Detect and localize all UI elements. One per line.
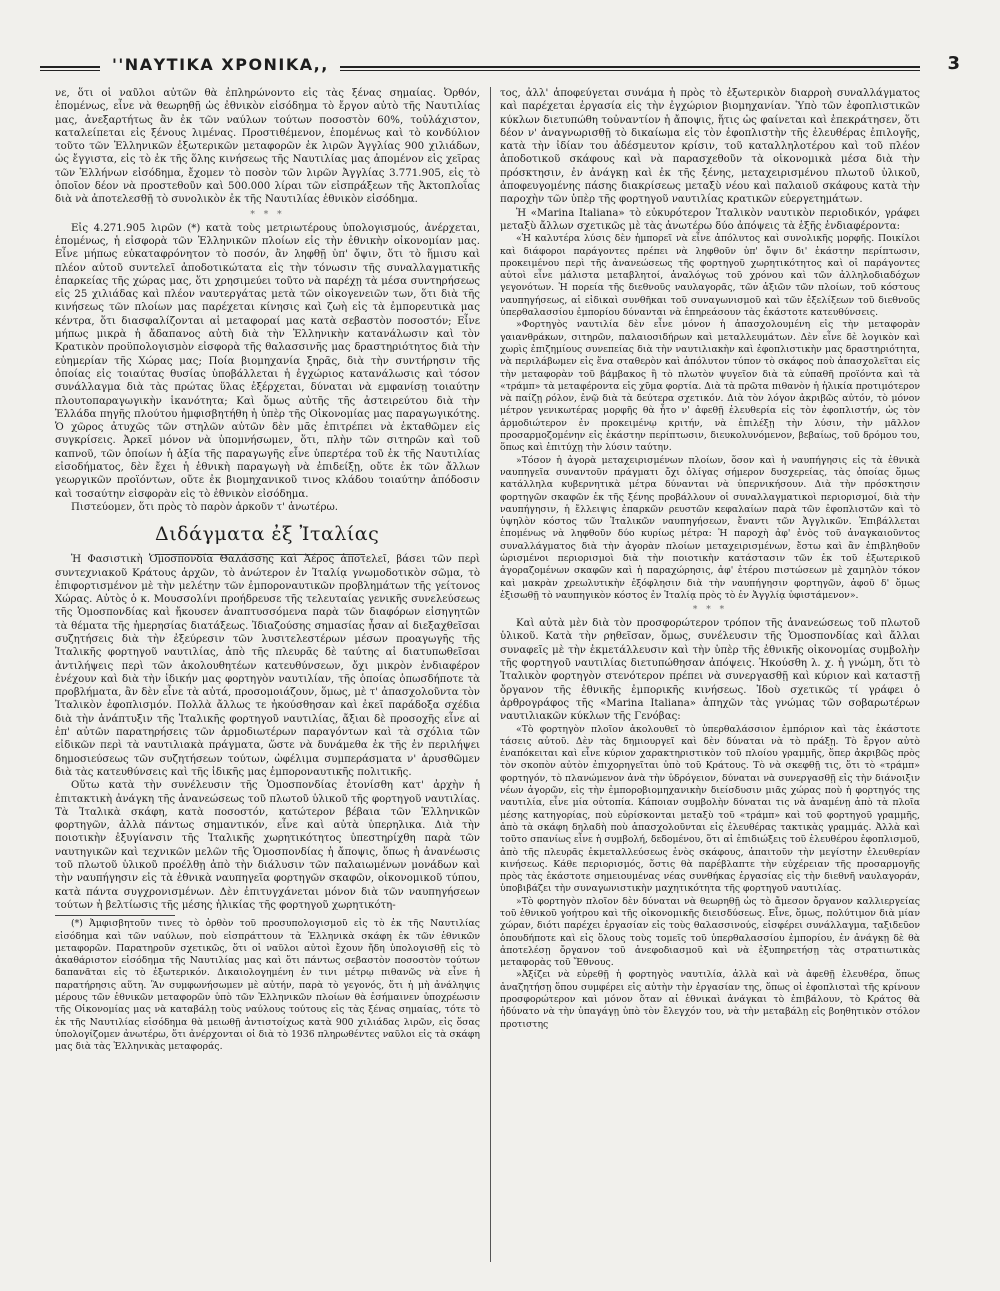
header-rule-left: [40, 66, 100, 71]
footnote: (*) Ἀμφισβητοῦν τινες τὸ ὀρθὸν τοῦ προσυπολογισμοῦ εἰς τὸ ἐκ τῆς Ναυτιλίας εἰσόδημα καὶ τῶν ναύλων, ποὺ εἰσπράττουν τὰ Ἑλληνικὰ σκάφη ἐκ τῶν ἐθνικῶν μεταφορῶν. Παρατηροῦν σχετικῶς, ὅτι οἱ ναῦλοι αὐτοὶ ἔχουν ἤδη ὑπολογισθῇ εἰς τὸ ἀκαθάριστον εἰσόδημα τῆς Ναυτιλίας μας καὶ ὅτι πάντως σεβαστὸν ποσοστὸν τούτων δαπανᾶται εἰς τὸ ἐξωτερικόν. Δικαιολογημένη ἐν τινι μέτρῳ πιθανῶς νὰ εἶνε ἡ παρατήρησις αὕτη. Ἂν συμφωνήσωμεν μὲ αὐτήν, παρὰ τὸ γεγονός, ὅτι ἡ μὴ ἀνάληψις μέρους τῶν ἐθνικῶν μεταφορῶν ὑπὸ τῶν Ἑλληνικῶν πλοίων θὰ ἐσήμαινεν ὑποχρέωσιν τῆς Οἰκονομίας μας νὰ καταβάλῃ τοὺς ναύλους τούτους εἰς τὰς ξένας σημαίας, τότε τὸ ἐκ τῆς Ναυτιλίας εἰσόδημα θὰ μειωθῇ ἀντιστοίχως κατὰ 900 χιλιάδας λιρῶν, εἰς ὅσας ὑπολογίζομεν ἀνωτέρω, ὅτι ἀνέρχονται οἱ διὰ τὸ 1936 πληρωθέντες ναῦλοι εἰς τὰ σκάφη μας διὰ τὰς Ἑλληνικὰς μεταφοράς.: [55, 918, 480, 1053]
magazine-title: ''ΝΑΥΤΙΚΑ ΧΡΟΝΙΚΑ,,: [112, 55, 329, 74]
paragraph: Καὶ αὐτὰ μὲν διὰ τὸν προσφορώτερον τρόπον τῆς ἀνανεώσεως τοῦ πλωτοῦ ὑλικοῦ. Κατὰ τὴν ρηθεῖσαν, ὅμως, συνέλευσιν τῆς Ὁμοσπονδίας καὶ ἄλλαι συναφεῖς μὲ τὴν ἐκμετάλλευσιν καὶ τὴν ὑπὲρ τῆς ἐθνικῆς οἰκονομίας συμβολὴν τῆς φορτηγοῦ ναυτιλίας διετυπώθησαν ἀπόψεις. Ἠκούσθη λ. χ. ἡ γνώμη, ὅτι τὸ Ἰταλικὸν φορτηγὸν στενότερον πρέπει νὰ συνεργασθῇ καὶ κύριον καὶ καταστῇ ὄργανον τῆς ἐθνικῆς ἐμπορικῆς κινήσεως. Ἰδοὺ σχετικῶς τί γράφει ὁ ἀρθρογράφος τῆς «Marina Italiana» ἀπηχῶν τὰς γνώμας τῶν σοβαρωτέρων ναυτιλιακῶν κύκλων τῆς Γενόβας:: [500, 618, 920, 723]
quotation: »Ἀξίζει νὰ εὑρεθῇ ἡ φορτηγὸς ναυτιλία, ἀλλὰ καὶ νὰ ἀφεθῇ ἐλευθέρα, ὅπως ἀναζητήσῃ ὅπου συμφέρει εἰς αὐτὴν τὴν ἐργασίαν της, ὅπως οἱ ἐφοπλισταὶ τῆς κρίνουν προσφορώτερον καὶ μόνον ὅταν αἱ ἐθνικαὶ ἀνάγκαι τὸ ἐπιβάλουν, τὸ Κράτος θὰ ἠδύνατο νὰ τὴν ὑπαγάγῃ ὑπὸ τὸν ἔλεγχόν του, νὰ τὴν μεταβάλῃ εἰς βοηθητικὸν στόλον προτιστης: [500, 969, 920, 1030]
paragraph: Πιστεύομεν, ὅτι πρὸς τὸ παρὸν ἀρκοῦν τ' ἀνωτέρω.: [71, 501, 339, 513]
quotation: »Τὸ φορτηγὸν πλοῖον δὲν δύναται νὰ θεωρηθῇ ὡς τὸ ἄμεσον ὄργανον καλλιεργείας τοῦ ἐθνικοῦ γοήτρου καὶ τῆς οἰκονομικῆς διεισδύσεως. Εἶνε, ὅμως, πολύτιμον διὰ μίαν χώραν, διότι παρέχει ἐργασίαν εἰς τοὺς θαλασσινούς, εἰσφέρει συνάλλαγμα, ταξιδεῦον ὁπουδήποτε καὶ εἰς ὅλους τοὺς τομεῖς τοῦ ὑπερθαλασσίου ἐμπορίου, ἐν ἀνάγκῃ δὲ θὰ ἀποτελέσῃ ὄργανον τοῦ ἀνεφοδιασμοῦ καὶ νὰ ἐξυπηρετήσῃ τὰς στρατιωτικὰς μεταφορὰς τοῦ Ἔθνους.: [500, 895, 920, 969]
right-column: [500, 87, 920, 1031]
page-number: 3: [947, 53, 960, 74]
paragraph: νε, ὅτι οἱ ναῦλοι αὐτῶν θὰ ἐπληρώνοντο εἰς τὰς ξένας σημαίας. Ὀρθόν, ἑπομένως, εἶνε νὰ θεωρηθῇ ὡς ἐθνικὸν εἰσόδημα τὸ ἔργον αὐτὸ τῆς Ναυτιλίας μας, ἀνεξαρτήτως ἂν ἐκ τῶν ναύλων τούτων ποσοστὸν 60%, τοὐλάχιστον, καταλείπεται εἰς ξένους λιμένας. Προστιθέμενον, ἑπομένως καὶ τὸ κονδύλιον τοῦτο τῶν Ἑλληνικῶν ἐξωτερικῶν μεταφορῶν ἐκ λιρῶν Ἀγγλίας 900 χιλιάδων, ὡς ἔγγιστα, εἰς τὸ ἐκ τῆς ὅλης κινήσεως τῆς Ναυτιλίας μας ἀπομένον εἰς χεῖρας τῶν Ἑλλήνων εἰσόδημα, ἔχομεν τὸ ποσὸν τῶν λιρῶν Ἀγγλίας 3.771.905, εἰς τὸ ὁποῖον δέον νὰ προστεθοῦν καὶ 500.000 λίραι τῶν εἰσπράξεων τῆς Ἀκτοπλοΐας διὰ νὰ ἀποτελεσθῇ τὸ συνολικὸν ἐκ τῆς Ναυτιλίας ἐθνικὸν εἰσόδημα.: [55, 88, 480, 206]
quotation: »Τόσον ἡ ἀγορὰ μεταχειρισμένων πλοίων, ὅσον καὶ ἡ ναυπήγησις εἰς τὰ ἐθνικὰ ναυπηγεῖα συναντοῦν πράγματι ὄχι ὀλίγας σήμερον δυσχερείας, τὰς ὁποίας ὅμως κατάλληλα κυβερνητικὰ μέτρα δύνανται νὰ ὑπερνικήσουν. Διὰ τὴν πρόσκτησιν φορτηγῶν σκαφῶν ἐκ τῆς ξένης προβάλλουν οἱ συναλλαγματικοὶ περιορισμοί, διὰ τὴν ναυπήγησιν, ἡ ἔλλειψις ἐπαρκῶν ρευστῶν κεφαλαίων παρὰ τῶν ἐφοπλιστῶν καὶ τὸ ὑψηλὸν κόστος τῶν Ἰταλικῶν ναυπηγήσεων, ἔναντι τῶν Ἀγγλικῶν. Ἐπιβάλλεται ἑπομένως νὰ ληφθοῦν δύο κυρίως μέτρα: Ἡ παροχὴ ἀφ' ἑνὸς τοῦ ἀναγκαιοῦντος συναλλάγματος διὰ τὴν ἀγορὰν πλοίων μεταχειρισμένων, ἔστω καὶ ἂν ἐπιβληθοῦν ὡρισμένοι περιορισμοὶ διὰ τὴν ποιοτικὴν κατάστασιν τῶν ἐκ τοῦ ἐξωτερικοῦ ἀγοραζομένων σκαφῶν καὶ ἡ παραχώρησις, ἀφ' ἑτέρου πιστώσεων μὲ χαμηλὸν τόκον καὶ μακρὰν χρεωλυτικὴν ἐξόφλησιν διὰ τὴν ναυπήγησιν φορτηγῶν, ἀφοῦ δ' ὅμως ἐξισωθῇ τὸ ναυπηγικὸν κόστος ἐν Ἰταλίᾳ πρὸς τὸ ἐν Ἀγγλίᾳ ὑφιστάμενον».: [500, 454, 920, 601]
section-heading: Διδάγματα ἐξ Ἰταλίας: [155, 523, 380, 546]
heading-underline: [155, 554, 365, 555]
section-separator: * * *: [250, 209, 285, 220]
paragraph: τος, ἀλλ' ἀποφεύγεται συνάμα ἡ πρὸς τὸ ἐξωτερικὸν διαρροὴ συναλλάγματος καὶ παρέχεται ἐργασία εἰς τὴν ἐγχώριον βιομηχανίαν. Ὑπὸ τῶν ἐφοπλιστικῶν κύκλων διετυπώθη τοὐναντίον ἡ ἄποψις, ἥτις ὡς φαίνεται καὶ ἐπεκράτησεν, ὅτι δέον ν' ἀναγνωρισθῇ τὸ δικαίωμα εἰς τὸν ἐφοπλιστὴν τῆς ἐλευθέρας ἐπιλογῆς, κατὰ τὴν ἰδίαν του ἀδέσμευτον κρίσιν, τοῦ καταλληλοτέρου καὶ τοῦ πλέον ἀποδοτικοῦ σκάφους καὶ νὰ παρασχεθοῦν τὰ οἰκονομικὰ μέσα διὰ τὴν πρόσκτησιν, ἐν ἀνάγκῃ καὶ ἐκ τῆς ξένης, μεταχειρισμένου πλωτοῦ ὑλικοῦ, ἀποφευγομένης πάσης διακρίσεως μεταξὺ νέου καὶ παλαιοῦ σκάφους κατὰ τὴν παροχὴν τῶν ὑπὲρ τῆς φορτηγοῦ ναυτιλίας κρατικῶν εὐεργετημάτων.: [500, 88, 920, 206]
quotation: «Ἡ καλυτέρα λύσις δὲν ἠμπορεῖ νὰ εἶνε ἀπόλυτος καὶ συνολικῆς μορφῆς. Ποικίλοι καὶ διάφοροι παράγοντες πρέπει νὰ ληφθοῦν ὑπ' ὄψιν δι' ἑκάστην περίπτωσιν, προκειμένου περὶ τῆς ἀνανεώσεως τῆς φορτηγοῦ χωρητικότητος καὶ οἱ παράγοντες αὐτοὶ εἶνε μάλιστα μεταβλητοί, ἀναλόγως τοῦ χρόνου καὶ τῶν ἀλληλοδιαδόχων γεγονότων. Ἡ πορεία τῆς διεθνοῦς ναυλαγορᾶς, τῶν ἀξιῶν τῶν πλοίων, τοῦ κόστους ναυπηγήσεως, αἱ εἰδικαὶ συνθῆκαι τοῦ συναγωνισμοῦ καὶ τῶν ἐξελίξεων τοῦ διεθνοῦς ὑπερθαλασσίου ἐμπορίου δύνανται νὰ ἐπηρεάσουν τὰς ἑκάστοτε κατευθύνσεις.: [500, 233, 920, 319]
left-column: [55, 87, 480, 1053]
column-divider: [490, 87, 491, 1262]
quotation: «Τὸ φορτηγὸν πλοῖον ἀκολουθεῖ τὸ ὑπερθαλάσσιον ἐμπόριον καὶ τὰς ἑκάστοτε τάσεις αὐτοῦ. Δὲν τὰς δημιουργεῖ καὶ δὲν δύναται νὰ τὸ πράξῃ. Τὸ ἔργον αὐτὸ ἐναπόκειται καὶ εἶνε κύριον χαρακτηριστικὸν τοῦ πλοίου γραμμῆς, ὅπερ ἀκριβῶς πρὸς τὸν σκοπὸν αὐτὸν ἐπιχορηγεῖται ὑπὸ τοῦ Κράτους. Τὸ νὰ σκεφθῇ τις, ὅτι τὸ «τράμπ» φορτηγόν, τὸ πλανώμενον ἀνὰ τὴν ὑδρόγειον, δύναται νὰ συνεργασθῇ εἰς τὴν διάνοιξιν νέων ἀγορῶν, εἰς τὴν ἐμποροβιομηχανικὴν διείσδυσιν μιᾶς χώρας ποὺ ἡ φορτηγός της ναυτιλία, εἶνε μία οὐτοπία. Κάποιαν συμβολὴν δύναται τις νὰ ἀναμένῃ ἀπὸ τὰ πλοῖα μέσης κατηγορίας, ποὺ εὑρίσκονται μεταξὺ τοῦ «τράμπ» καὶ τοῦ φορτηγοῦ γραμμῆς, ἀπὸ τὰ σκάφη δηλαδὴ ποὺ ἀπασχολοῦνται εἰς ἐλευθέρας τακτικὰς γραμμάς. Ἀλλὰ καὶ τοῦτο σπανίως εἶνε ἡ συμβολή, δεδομένου, ὅτι αἱ ἐπιδιώξεις τοῦ ἐλευθέρου ἐφοπλισμοῦ, ἀπὸ τῆς πλευρᾶς ἐκμεταλλεύσεως ἑνὸς σκάφους, ἀπαιτοῦν τὴν μεγίστην ἐλευθερίαν κινήσεως. Κάθε περιορισμός, ὅστις θὰ παρέβλαπτε τὴν εὐχέρειαν τῆς προσαρμογῆς πρὸς τὰς ἑκάστοτε σημειουμένας νέας συνθήκας ἐργασίας εἰς τὴν διεθνῆ ναυλαγοράν, ὑποβιβάζει τὴν συναγωνιστικὴν μαχητικότητα τῆς φορτηγοῦ ναυτιλίας.: [500, 723, 920, 895]
paragraph: Εἰς 4.271.905 λιρῶν (*) κατὰ τοὺς μετριωτέρους ὑπολογισμούς, ἀνέρχεται, ἑπομένως, ἡ εἰσφορὰ τῶν Ἑλληνικῶν πλοίων εἰς τὴν ἐθνικὴν οἰκονομίαν μας. Εἶνε μήπως εὐκαταφρόνητον τὸ ποσόν, ἂν ληφθῇ ὑπ' ὄψιν, ὅτι τὸ ἥμισυ καὶ πλέον αὐτοῦ συντελεῖ ἀποδοτικώτατα εἰς τὴν τόνωσιν τῆς συναλλαγματικῆς ἐπαρκείας τῆς χώρας μας, ὅτι χρησιμεύει τοῦτο νὰ παρέχῃ τὰ μέσα συντηρήσεως εἰς 25 χιλιάδας καὶ πλέον ναυτεργάτας μετὰ τῶν οἰκογενειῶν των, ὅτι διὰ τῆς κινήσεως τῶν πλοίων μας παρέχεται κίνησις καὶ ζωὴ εἰς τὰ ἐμπορευτικὰ μας κέντρα, ὅτι διασφαλίζονται αἱ μεταφοραί μας κατὰ σεβαστὸν ποσοστόν; Εἶνε μήπως μικρὰ ἡ ἄδαπανος αὐτὴ διὰ τὴν Ἑλληνικὴν κατανάλωσιν καὶ τὸν Κρατικὸν προϋπολογισμὸν εἰσφορὰ τῆς θαλασσινῆς μας δραστηριότητος διὰ τὴν εὐημερίαν τῆς Χώρας μας; Ποία βιομηχανία ξηρᾶς, διὰ τὴν συντήρησιν τῆς ὁποίας εἰς τοιαύτας θυσίας ὑποβάλλεται ἡ ἐγχώριος κατανάλωσις καὶ τόσον συνάλλαγμα διὰ τὰς πρώτας ὕλας ἐξέρχεται, δύναται νὰ εμφανίσῃ τοιαύτην πλουτοπαραγωγικὴν ἱκανότητα; Καὶ ὅμως αὐτῆς τῆς ἀστειρεύτου διὰ τὴν Ἑλλάδα πηγῆς πλούτου ἠμφισβητήθη ἡ ὑπὲρ τῆς Οἰκονομίας μας παραγωγικότης. Ὁ χῶρος ἀτυχῶς τῶν στηλῶν αὐτῶν δὲν μᾶς ἐπιτρέπει νὰ ἐκταθῶμεν εἰς συγκρίσεις. Ἀρκεῖ μόνον νὰ ὑπομνήσωμεν, ὅτι, πλὴν τῶν σιτηρῶν καὶ τοῦ καπνοῦ, τῶν ὁποίων ἡ ἀξία τῆς παραγωγῆς εἶνε ὑπερτέρα τοῦ ἐκ τῆς Ναυτιλίας εἰσοδήματος, δὲν ἔχει ἡ ἐθνικὴ παραγωγὴ νὰ ἐπιδείξῃ, οὔτε ἐκ τῶν ἄλλων γεωργικῶν προϊόντων, οὔτε ἐκ βιομηχανικοῦ τινος κλάδου τοιαύτην ἀπόδοσιν καὶ τοσαύτην εἰσφορὰν εἰς τὸ ἐθνικὸν εἰσόδημα.: [55, 222, 480, 500]
page-header: [40, 55, 960, 81]
footnote-rule: [55, 915, 175, 916]
header-rule-right: [340, 66, 920, 71]
quotation: »Φορτηγὸς ναυτιλία δὲν εἶνε μόνον ἡ ἀπασχολουμένη εἰς τὴν μεταφορὰν γαιανθράκων, σιτηρῶν, παλαιοσιδήρων καὶ μεταλλευμάτων. Δὲν εἶνε δὲ λογικὸν καὶ χωρὶς ἐπιζημίους συνεπείας διὰ τὴν ναυτιλιακὴν καὶ ἐφοπλιστικὴν μας δραστηριότητα, νὰ περιλάβωμεν εἰς ἕνα σταθερὸν καὶ ἀπόλυτον τύπον τὸ σκάφος ποὺ ἀπασχολεῖται εἰς τὴν μεταφορὰν τοῦ βάμβακος ἢ τὸ πλωτὸν ψυγεῖον διὰ τὰ εὐπαθῆ προϊόντα καὶ τὰ «τράμπ» τὰ μεταφέροντα εἰς χῦμα φορτία. Διὰ τὰ πρῶτα πιθανὸν ἡ ἡλικία προτιμότερον νὰ παίζῃ ρόλον, ἐνῷ διὰ τὰ δεύτερα σχετικόν. Διὰ τὸν λόγον ἀκριβῶς αὐτόν, τὸ μόνον μέτρον γενικωτέρας μορφῆς θὰ ἦτο ν' ἀφεθῇ ἐλευθερία εἰς τὸν ἐφοπλιστήν, ὡς τὸν ἁρμοδιώτερον ἐν προκειμένῳ κριτήν, νὰ ἐπιλέξῃ τὴν λύσιν, τὴν μᾶλλον προσαρμοζομένην εἰς ἑκάστην περίπτωσιν, διευκολυνόμενον, βεβαίως, τοῦ δρόμου του, ὅπως καὶ ἐπιτύχῃ τὴν λύσιν ταύτην.: [500, 319, 920, 454]
section-separator: * * *: [692, 605, 728, 616]
paragraph: Ἡ «Marina Italiana» τὸ εὐκυρότερον Ἰταλικὸν ναυτικὸν περιοδικόν, γράφει μεταξὺ ἄλλων σχετικῶς μὲ τὰς ἀνωτέρω δύο ἀπόψεις τὰ ἑξῆς ἐνδιαφέροντα:: [500, 207, 920, 232]
paragraph: Οὕτω κατὰ τὴν συνέλευσιν τῆς Ὁμοσπονδίας ἐτονίσθη κατ' ἀρχὴν ἡ ἐπιτακτικὴ ἀνάγκη τῆς ἀνανεώσεως τοῦ πλωτοῦ ὑλικοῦ τῆς φορτηγοῦ ναυτιλίας. Τὰ Ἰταλικὰ σκάφη, κατὰ ποσοστόν, κατώτερον βέβαια τῶν Ἑλληνικῶν φορτηγῶν, ἀλλὰ πάντως σημαντικόν, εἶνε καὶ αὐτὰ ὑπερηλικα. Διὰ τὴν ποιοτικὴν ἐξυγίανσιν τῆς Ἰταλικῆς χωρητικότητος ὑπεστηρίχθη παρὰ τῶν ναυτηγικῶν καὶ τεχνικῶν μελῶν τῆς Ὁμοσπονδίας ἡ ἄποψις, ὅπως ἡ ἀνανέωσις τοῦ πλωτοῦ ὑλικοῦ προέλθῃ ἀπὸ τὴν διάλυσιν τῶν παλαιωμένων μονάδων καὶ τὴν ναυπήγησιν εἰς τὰ ἐθνικὰ ναυπηγεῖα φορτηγῶν σκαφῶν, οἰκονομικοῦ τύπου, κατὰ πάντα συγχρονισμένων. Δὲν ἐπιτυγχάνεται μόνον διὰ τῶν ναυπηγήσεων τούτων ἡ βελτίωσις τῆς μέσης ἡλικίας τῆς φορτηγοῦ χωρητικότη-: [55, 780, 480, 911]
paragraph: Ἡ Φασιστικὴ Ὁμοσπονδία Θαλάσσης καὶ Ἀέρος ἀποτελεῖ, βάσει τῶν περὶ συντεχνιακοῦ Κράτους ἀρχῶν, τὸ ἀνώτερον ἐν Ἰταλίᾳ γνωμοδοτικὸν σῶμα, τὸ ἐπιφορτισμένον μὲ τὴν μελέτην τῶν ἐμποροναυτικῶν προβλημάτων τῆς γείτονος Χώρας. Αὐτὸς ὁ κ. Μουσσολίνι προήδρευσε τῆς τελευταίας γενικῆς συνελεύσεως τῆς Ὁμοσπονδίας καὶ ἤκουσεν ἀναπτυσσόμενα παρὰ τῶν διαφόρων εἰσηγητῶν τὰ θέματα τῆς ἡμερησίας διατάξεως. Ἰδιαζούσης σημασίας ἦσαν αἱ διεξαχθεῖσαι συζητήσεις διὰ τὴν ἐξεύρεσιν τῶν λυσιτελεστέρων μέσων προαγωγῆς τῆς Ἰταλικῆς φορτηγοῦ ναυτιλίας, ἀπὸ τῆς πλευρᾶς δὲ ταύτης αἱ διατυπωθεῖσαι ἀντιλήψεις περὶ τῶν ἀκολουθητέων κατευθύνσεων, ὄχι μικρὸν ἐνδιαφέρον ἐνέχουν καὶ διὰ τὴν ἰδικήν μας φορτηγὸν ναυτιλίαν, τῆς ὁποίας ὁπωσδήποτε τὰ προβλήματα, ἂν δὲν εἶνε τὰ αὐτά, προσομοιάζουν, ὅμως, μὲ τ' ἀπασχολοῦντα τὸν Ἰταλικὸν ἐφοπλισμόν. Πολλὰ ἄλλως τε ἠκούσθησαν καὶ ἐκεῖ παράδοξα σχέδια διὰ τὴν ἀνάπτυξιν τῆς Ἰταλικῆς φορτηγοῦ ναυτιλίας, ἄξιαι δὲ προσοχῆς εἶνε αἱ ἐπ' αὐτῶν παρατηρήσεις τῶν ἁρμοδιωτέρων παραγόντων καὶ τὰ σχόλια τῶν εἰδικῶν περὶ τὰ ναυτιλιακὰ πράγματα, ὥστε νὰ δυνάμεθα ἐκ τῆς ἐν περιλήψει δημοσιεύσεως τῶν συζητήσεων τούτων, ὠφέλιμα συμπεράσματα ν' ἀρυσθῶμεν διὰ τὰς κατευθύνσεις καὶ τῆς ἰδικῆς μας ἐμποροναυτικῆς πολιτικῆς.: [55, 554, 480, 778]
section-heading-wrap: [55, 523, 480, 545]
